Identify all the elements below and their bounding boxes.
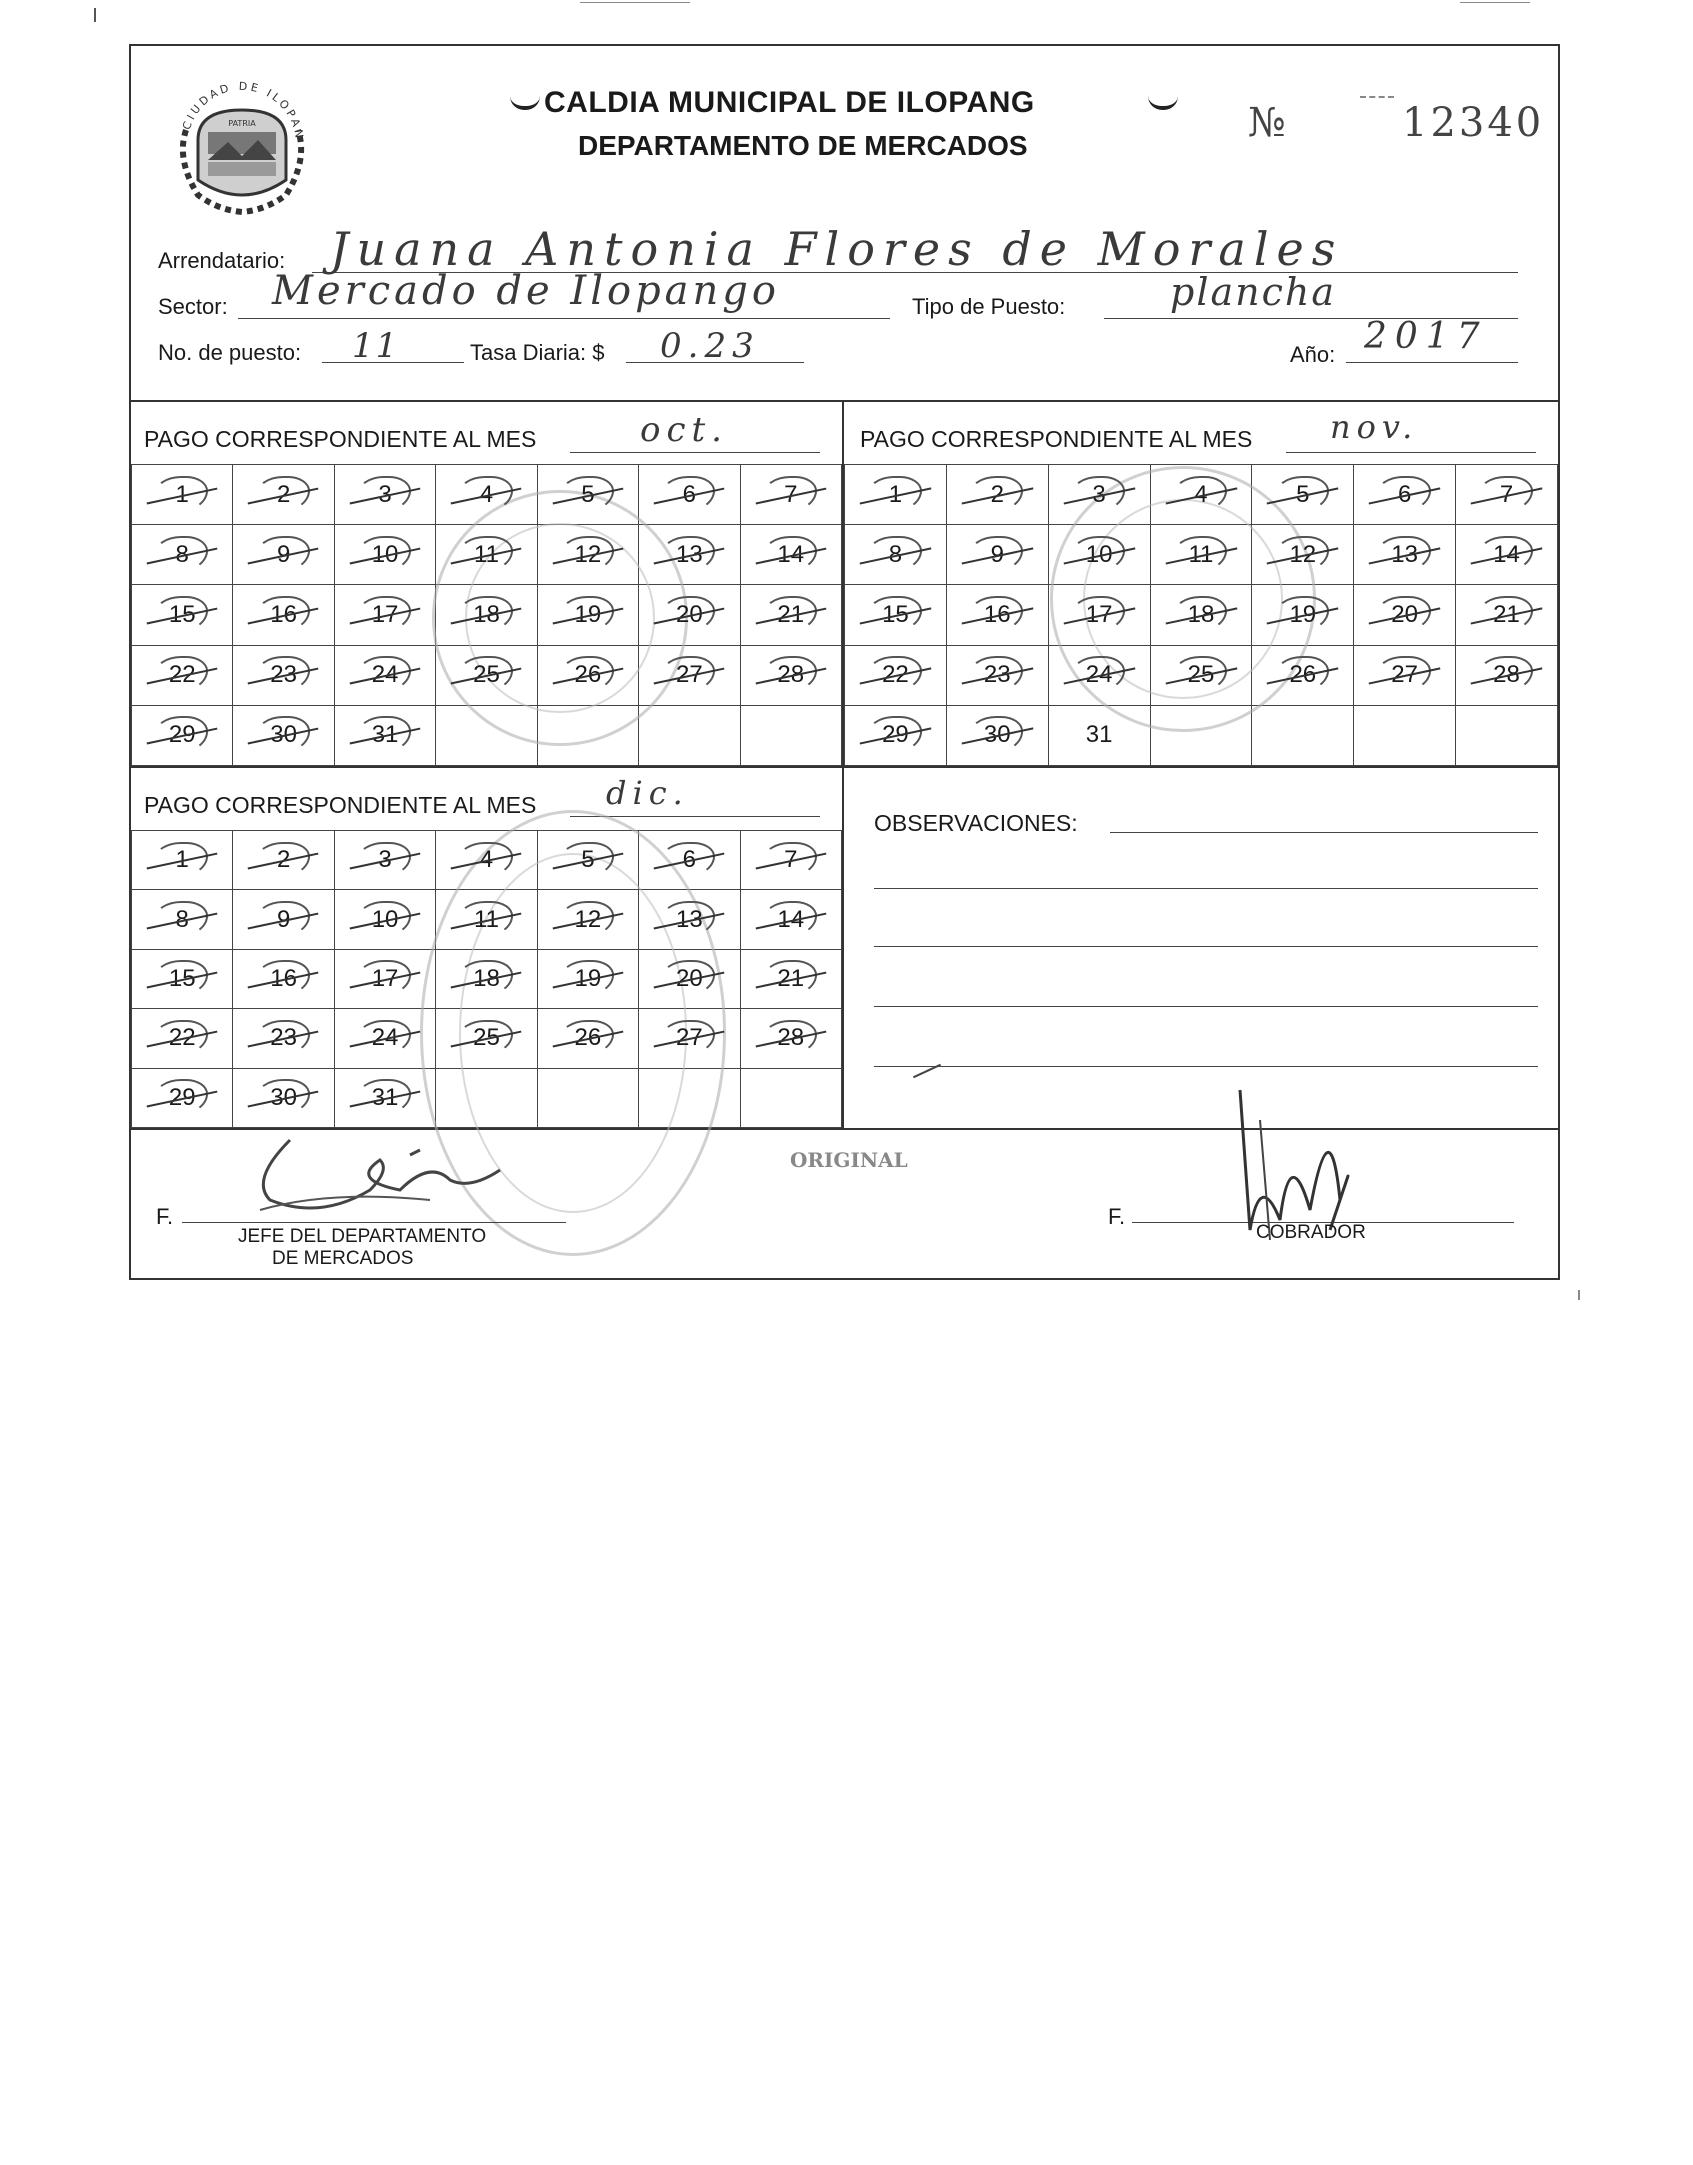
- day-number: 31: [371, 1083, 399, 1111]
- day-cell[interactable]: [946, 705, 1048, 765]
- day-cell[interactable]: [334, 1068, 435, 1127]
- day-number: 1: [888, 480, 903, 508]
- day-number: 27: [1391, 661, 1418, 689]
- day-number: 25: [1187, 661, 1215, 689]
- day-number: 6: [682, 846, 696, 874]
- observaciones-line[interactable]: [1110, 832, 1538, 833]
- day-number: 15: [882, 600, 909, 628]
- day-number: 4: [1194, 480, 1208, 508]
- day-cell[interactable]: [132, 1009, 233, 1068]
- day-cell[interactable]: [1456, 465, 1558, 525]
- day-number: 6: [682, 480, 696, 508]
- day-number: 11: [474, 905, 499, 933]
- day-number: 17: [1085, 600, 1113, 628]
- ano-line: [1346, 362, 1518, 363]
- right-role: COBRADOR: [1256, 1222, 1366, 1243]
- month-nov-value[interactable]: nov.: [1330, 408, 1419, 446]
- day-number: 17: [371, 964, 399, 992]
- divider-fields: [129, 400, 1560, 402]
- day-cell[interactable]: [1456, 645, 1558, 705]
- observaciones-line[interactable]: [874, 946, 1538, 947]
- day-number: 30: [270, 1083, 297, 1111]
- day-cell[interactable]: [334, 831, 435, 890]
- day-cell[interactable]: [233, 949, 334, 1008]
- day-number: 2: [276, 480, 291, 508]
- scan-edge-mark: [94, 8, 96, 22]
- day-number: 22: [168, 661, 196, 689]
- day-cell[interactable]: [233, 890, 334, 949]
- day-number: 16: [983, 600, 1011, 628]
- scan-edge-line: [1460, 2, 1530, 3]
- day-cell[interactable]: [334, 585, 435, 645]
- day-cell[interactable]: [334, 525, 435, 585]
- day-number: 24: [371, 661, 399, 689]
- day-cell[interactable]: [1456, 705, 1558, 765]
- day-number: 30: [270, 721, 297, 749]
- municipal-seal: [168, 70, 316, 218]
- month-oct-label: PAGO CORRESPONDIENTE AL MES: [144, 426, 537, 452]
- observaciones-label: OBSERVACIONES:: [874, 810, 1078, 836]
- day-number: 31: [371, 721, 399, 749]
- day-number: 15: [168, 600, 196, 628]
- day-number: 4: [479, 846, 494, 874]
- day-cell[interactable]: [740, 705, 841, 765]
- day-number: 26: [574, 1024, 602, 1052]
- day-number: 24: [371, 1024, 399, 1052]
- day-number: 20: [1391, 600, 1418, 628]
- day-number: 12: [574, 905, 602, 933]
- title-left-fragment: [510, 96, 540, 110]
- observaciones-line[interactable]: [874, 888, 1538, 889]
- day-cell[interactable]: [132, 465, 233, 525]
- day-number: 9: [276, 540, 291, 568]
- divider-middle: [129, 766, 1560, 768]
- day-cell[interactable]: [740, 1068, 841, 1127]
- tipo-label: Tipo de Puesto:: [912, 294, 1066, 319]
- day-number: 29: [168, 721, 196, 749]
- day-cell[interactable]: [845, 585, 947, 645]
- sign-prefix-left: F.: [156, 1204, 174, 1229]
- page-title: CALDIA MUNICIPAL DE ILOPANG: [544, 86, 1035, 119]
- day-cell[interactable]: [132, 525, 233, 585]
- day-number: 3: [378, 846, 392, 874]
- day-number: 25: [473, 1024, 500, 1052]
- day-number: 27: [675, 1024, 703, 1052]
- day-number: 20: [675, 600, 703, 628]
- day-number: 25: [473, 661, 500, 689]
- tasa-value[interactable]: 0.23: [660, 326, 760, 366]
- day-cell[interactable]: [132, 645, 233, 705]
- day-cell[interactable]: [740, 645, 841, 705]
- day-number: 14: [777, 905, 805, 933]
- day-number: 9: [990, 540, 1004, 568]
- day-cell[interactable]: [233, 831, 334, 890]
- original-label: ORIGINAL: [790, 1148, 908, 1172]
- day-cell[interactable]: [233, 1009, 334, 1068]
- observaciones-line[interactable]: [874, 1006, 1538, 1007]
- month-oct-line: [570, 452, 820, 453]
- day-cell[interactable]: [1354, 705, 1456, 765]
- day-cell[interactable]: [233, 465, 334, 525]
- day-cell[interactable]: [233, 645, 334, 705]
- day-cell[interactable]: [233, 1068, 334, 1127]
- day-number: 5: [581, 846, 595, 874]
- day-number: 24: [1085, 661, 1113, 689]
- day-cell[interactable]: [639, 705, 740, 765]
- day-cell[interactable]: [1456, 525, 1558, 585]
- ano-value[interactable]: 2017: [1364, 316, 1488, 357]
- day-number: 14: [1493, 540, 1520, 568]
- day-cell[interactable]: [132, 831, 233, 890]
- day-number: 7: [784, 480, 798, 508]
- day-number: 2: [990, 480, 1004, 508]
- day-cell[interactable]: [334, 949, 435, 1008]
- day-number: 12: [1289, 540, 1317, 568]
- arrendatario-value[interactable]: Juana Antonia Flores de Morales: [330, 222, 1344, 276]
- day-cell[interactable]: [334, 705, 435, 765]
- day-cell[interactable]: [132, 890, 233, 949]
- day-cell[interactable]: [845, 525, 947, 585]
- day-number: 29: [168, 1083, 196, 1111]
- day-number: 1: [175, 846, 189, 874]
- day-number: 2: [276, 846, 291, 874]
- day-number: 3: [1092, 480, 1106, 508]
- month-nov-label: PAGO CORRESPONDIENTE AL MES: [860, 426, 1253, 452]
- day-number: 21: [777, 964, 805, 992]
- ano-label: Año:: [1290, 342, 1336, 367]
- day-number: 29: [882, 721, 909, 749]
- day-number: 13: [1391, 540, 1418, 568]
- day-number: 27: [675, 661, 703, 689]
- day-number: 6: [1397, 480, 1412, 508]
- day-cell[interactable]: [845, 645, 947, 705]
- day-number: 8: [175, 540, 189, 568]
- tasa-label: Tasa Diaria: $: [470, 340, 605, 365]
- day-cell[interactable]: [132, 1068, 233, 1127]
- day-number: 9: [276, 905, 291, 933]
- signature-jefe: [230, 1120, 530, 1230]
- day-cell[interactable]: [1354, 465, 1456, 525]
- observaciones-line[interactable]: [874, 1066, 1538, 1067]
- day-cell[interactable]: [334, 890, 435, 949]
- month-dic-label: PAGO CORRESPONDIENTE AL MES: [144, 792, 537, 818]
- day-cell[interactable]: [132, 705, 233, 765]
- day-cell[interactable]: [740, 1009, 841, 1068]
- day-number: 21: [777, 600, 805, 628]
- day-number: 1: [175, 480, 189, 508]
- day-cell[interactable]: [740, 585, 841, 645]
- day-cell[interactable]: [233, 585, 334, 645]
- month-nov-line: [1286, 452, 1536, 453]
- day-cell[interactable]: [946, 465, 1048, 525]
- day-cell[interactable]: [946, 645, 1048, 705]
- day-number: 11: [474, 540, 499, 568]
- day-cell[interactable]: [233, 525, 334, 585]
- arrendatario-label: Arrendatario:: [158, 248, 286, 273]
- day-number: 23: [270, 661, 297, 689]
- left-role-line1: JEFE DEL DEPARTAMENTO: [238, 1226, 487, 1247]
- day-cell[interactable]: [946, 585, 1048, 645]
- day-cell[interactable]: [946, 525, 1048, 585]
- day-number: 19: [574, 600, 602, 628]
- day-number: 4: [479, 480, 494, 508]
- sector-label: Sector:: [158, 294, 228, 319]
- puesto-value[interactable]: 11: [352, 326, 400, 366]
- page-subtitle: DEPARTAMENTO DE MERCADOS: [578, 130, 1028, 161]
- day-cell[interactable]: [740, 525, 841, 585]
- day-number: 28: [777, 1024, 805, 1052]
- day-number: 15: [168, 964, 196, 992]
- month-dic-value[interactable]: dic.: [606, 774, 689, 812]
- day-number: 13: [675, 905, 703, 933]
- day-number: 21: [1493, 600, 1520, 628]
- receipt-number: 12340: [1402, 100, 1545, 146]
- day-number: 7: [1499, 480, 1514, 508]
- day-number: 16: [270, 964, 297, 992]
- day-cell[interactable]: [233, 705, 334, 765]
- month-oct-value[interactable]: oct.: [640, 410, 728, 450]
- day-number: 8: [888, 540, 903, 568]
- day-cell[interactable]: [132, 949, 233, 1008]
- day-number: 18: [473, 964, 500, 992]
- day-number: 26: [1289, 661, 1317, 689]
- day-number: 18: [473, 600, 500, 628]
- day-cell[interactable]: [1456, 585, 1558, 645]
- day-number: 26: [574, 661, 602, 689]
- day-number: 5: [1296, 480, 1310, 508]
- day-cell[interactable]: [740, 831, 841, 890]
- day-cell[interactable]: [740, 890, 841, 949]
- day-number: 10: [1085, 540, 1113, 568]
- day-number: 20: [675, 964, 703, 992]
- puesto-label: No. de puesto:: [158, 340, 302, 365]
- divider-center-bottom: [842, 766, 844, 1128]
- day-number: 3: [378, 480, 392, 508]
- sector-value[interactable]: Mercado de Ilopango: [272, 268, 780, 314]
- day-number: 22: [168, 1024, 196, 1052]
- day-cell[interactable]: [845, 465, 947, 525]
- seal-motto: PATRIA: [228, 119, 256, 128]
- tipo-value[interactable]: plancha: [1170, 270, 1337, 314]
- day-number: 5: [581, 480, 595, 508]
- scan-edge-mark: [1578, 1290, 1580, 1300]
- title-right-fragment: [1148, 96, 1178, 110]
- day-number: 11: [1188, 540, 1214, 568]
- day-number: 28: [1493, 661, 1520, 689]
- number-symbol: №: [1248, 100, 1286, 146]
- day-number: 16: [270, 600, 297, 628]
- day-number: 8: [175, 905, 189, 933]
- sign-prefix-right: F.: [1108, 1204, 1126, 1229]
- day-cell[interactable]: [1354, 585, 1456, 645]
- seal-arc-text: CIUDAD DE ILOPAN: [180, 79, 307, 142]
- day-cell[interactable]: [740, 949, 841, 1008]
- day-cell[interactable]: [845, 705, 947, 765]
- day-number: 22: [882, 661, 909, 689]
- day-number: 19: [574, 964, 602, 992]
- day-number: 23: [270, 1024, 297, 1052]
- day-number: 28: [777, 661, 805, 689]
- day-cell[interactable]: [1354, 645, 1456, 705]
- day-number: 31: [1085, 721, 1113, 749]
- day-number: 30: [983, 721, 1011, 749]
- day-number: 12: [574, 540, 602, 568]
- day-cell[interactable]: [334, 465, 435, 525]
- day-number: 17: [371, 600, 399, 628]
- sector-line: [238, 318, 890, 319]
- day-cell[interactable]: [132, 585, 233, 645]
- day-number: 10: [371, 540, 399, 568]
- scan-edge-line: [580, 2, 690, 3]
- day-cell[interactable]: [334, 645, 435, 705]
- day-cell[interactable]: [639, 465, 740, 525]
- day-number: 13: [675, 540, 703, 568]
- day-cell[interactable]: [740, 465, 841, 525]
- day-number: 18: [1187, 600, 1215, 628]
- number-dashes: [1360, 96, 1394, 98]
- day-cell[interactable]: [1354, 525, 1456, 585]
- day-number: 14: [777, 540, 805, 568]
- day-number: 7: [784, 846, 798, 874]
- header-title-line1: [510, 86, 1180, 126]
- day-number: 10: [371, 905, 399, 933]
- day-number: 23: [983, 661, 1011, 689]
- coat-of-arms-icon: [168, 70, 316, 218]
- left-role-line2: DE MERCADOS: [272, 1248, 414, 1269]
- day-cell[interactable]: [1252, 705, 1354, 765]
- day-number: 19: [1289, 600, 1317, 628]
